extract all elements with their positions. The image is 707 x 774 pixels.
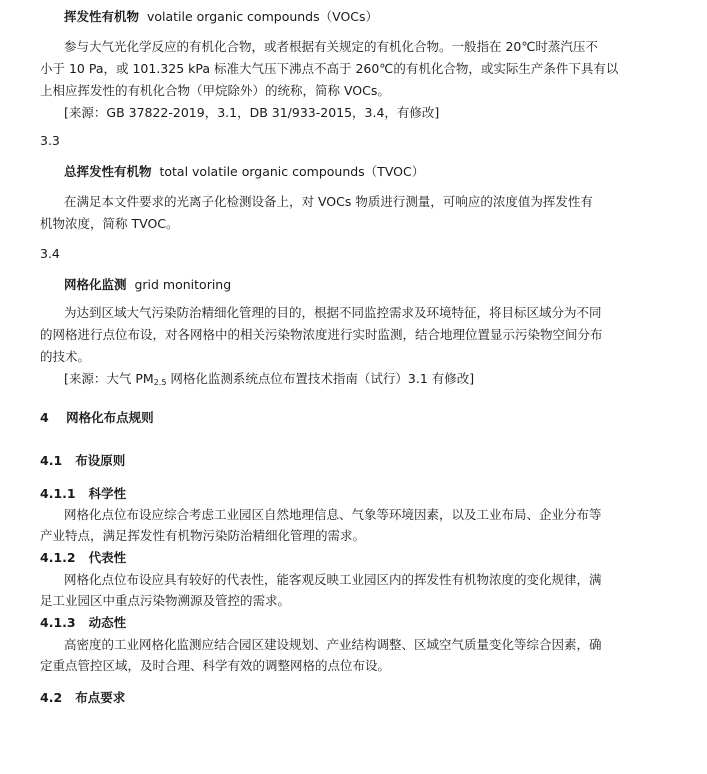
clause-number: 3.3 (40, 133, 60, 148)
definition-line: 上相应挥发性的有机化合物（甲烷除外）的统称，简称 VOCs。 (40, 83, 390, 98)
definition-line: 机物浓度，简称 TVOC。 (40, 216, 179, 231)
definition-line: 为达到区域大气污染防治精细化管理的目的，根据不同监控需求及环境特征，将目标区域分为不同 (64, 305, 602, 320)
section-number: 4.2 (40, 690, 63, 705)
term-3-2-cn: 挥发性有机物 (64, 9, 140, 24)
section-title: 网格化布点规则 (66, 410, 154, 425)
term-3-3-heading (64, 164, 424, 180)
paragraph-line: 产业特点，满足挥发性有机物污染防治精细化管理的需求。 (40, 528, 366, 543)
section-number: 4.1.2 (40, 550, 76, 565)
section-title: 科学性 (88, 486, 127, 501)
section-number: 4 (40, 410, 49, 425)
term-3-2-en: volatile organic compounds（VOCs） (146, 9, 379, 24)
term-3-4-heading (64, 277, 231, 293)
paragraph-line: 定重点管控区域，及时合理、科学有效的调整网格的点位布设。 (40, 658, 391, 673)
pm-subscript: 2.5 (153, 378, 167, 387)
paragraph-line: 高密度的工业网格化监测应结合园区建设规划、产业结构调整、区域空气质量变化等综合因素，确 (64, 637, 602, 652)
section-4-heading (40, 410, 154, 426)
source-note (64, 371, 474, 391)
section-4-1-2-heading (40, 550, 126, 566)
source-prefix: [来源：大气 PM (64, 371, 154, 386)
section-4-2-heading (40, 690, 125, 706)
section-4-1-1-heading (40, 486, 126, 502)
term-3-4-cn: 网格化监测 (64, 277, 127, 292)
section-title: 布点要求 (75, 690, 126, 705)
term-3-4-en: grid monitoring (134, 277, 232, 292)
definition-line: 在满足本文件要求的光离子化检测设备上，对 VOCs 物质进行测量，可响应的浓度值为挥发性有 (64, 194, 593, 209)
section-4-1-3-heading (40, 615, 126, 631)
term-3-3-en: total volatile organic compounds（TVOC） (159, 164, 425, 179)
paragraph-line: 网格化点位布设应综合考虑工业园区自然地理信息、气象等环境因素，以及工业布局、企业分布等 (64, 507, 602, 522)
section-number: 4.1 (40, 453, 63, 468)
source-suffix: 网格化监测系统点位布置技术指南（试行）3.1 有修改] (166, 371, 475, 386)
definition-line: 参与大气光化学反应的有机化合物，或者根据有关规定的有机化合物。一般指在 20℃时蒸汽压不 (64, 39, 598, 54)
section-number: 4.1.1 (40, 486, 76, 501)
clause-number: 3.4 (40, 246, 60, 261)
source-note: [来源：GB 37822-2019，3.1，DB 31/933-2015，3.4，有修改] (64, 105, 440, 120)
term-3-3-cn: 总挥发性有机物 (64, 164, 152, 179)
section-title: 布设原则 (75, 453, 126, 468)
term-3-2-heading (64, 9, 378, 25)
paragraph-line: 网格化点位布设应具有较好的代表性，能客观反映工业园区内的挥发性有机物浓度的变化规律，满 (64, 572, 602, 587)
paragraph-line: 足工业园区中重点污染物溯源及管控的需求。 (40, 593, 291, 608)
definition-line: 的网格进行点位布设，对各网格中的相关污染物浓度进行实时监测，结合地理位置显示污染物空间分布 (40, 327, 603, 342)
section-4-1-heading (40, 453, 125, 469)
section-title: 动态性 (88, 615, 127, 630)
section-number: 4.1.3 (40, 615, 76, 630)
definition-line: 小于 10 Pa，或 101.325 kPa 标准大气压下沸点不高于 260℃的有机化合物，或实际生产条件下具有以 (40, 61, 619, 76)
definition-line: 的技术。 (40, 349, 91, 364)
section-title: 代表性 (88, 550, 127, 565)
